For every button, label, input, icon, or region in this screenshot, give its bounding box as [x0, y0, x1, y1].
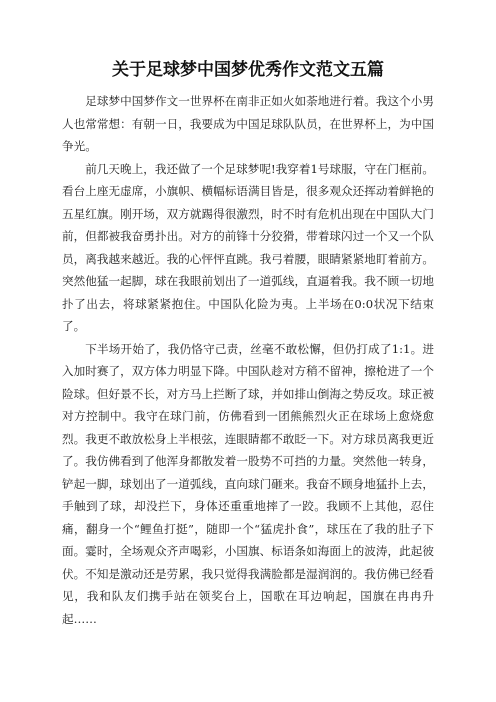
paragraph-3: 下半场开始了，我仍恪守己责，丝毫不敢松懈，但仍打成了1:1。进入加时赛了，双方体力明显下降。中国队趁对方稍不留神，擦枪进了一个险球。但好景不长，对方马上拦断了球，并如排山倒海之势反攻。球正被对方控制中。我守在球门前，仿佛看到一团熊熊烈火正在球场上愈烧愈烈。我更不敢放松身上半根弦，连眼睛都不敢眨一下。对方球员离我更近了。我仿佛看到了他浑身都散发着一股势不可挡的力量。突然他一转身，铲起一脚，球划出了一道弧线，直向球门砸来。我奋不顾身地猛扑上去，手触到了球，却没拦下，身体还重重地摔了一跤。我顾不上其他，忍住痛，翻身一个“鲤鱼打挺”，随即一个“猛虎扑食”，球压在了我的肚子下面。霎时，全场观众齐声喝彩，小国旗、标语条如海面上的波涛，此起彼伏。不知是激动还是劳累，我只觉得我满脸都是湿润润的。我仿佛已经看见，我和队友们携手站在领奖台上，国歌在耳边响起，国旗在冉冉升起……	[62, 341, 434, 626]
paragraph-1: 足球梦中国梦作文一世界杯在南非正如火如荼地进行着。我这个小男人也常常想：有朝一日，我要成为中国足球队队员，在世界杯上，为中国争光。	[62, 94, 434, 153]
paragraph-2: 前几天晚上，我还做了一个足球梦呢!我穿着1号球服，守在门框前。看台上座无虚席，小旗帜、横幅标语满目皆是，很多观众还挥动着鲜艳的五星红旗。刚开场，双方就踢得很激烈，时不时有危机出现在中国队大门前，但都被我奋勇扑出。对方的前锋十分狡猾，带着球闪过一个又一个队员，离我越来越近。我的心怦怦直跳。我弓着腰，眼睛紧紧地盯着前方。突然他猛一起脚，球在我眼前划出了一道弧线，直逼着我。我不顾一切地扑了出去，将球紧紧抱住。中国队化险为夷。上半场在0:0状况下结束了。	[62, 161, 434, 333]
document-title: 关于足球梦中国梦优秀作文范文五篇	[112, 60, 384, 80]
document-body	[62, 90, 434, 630]
